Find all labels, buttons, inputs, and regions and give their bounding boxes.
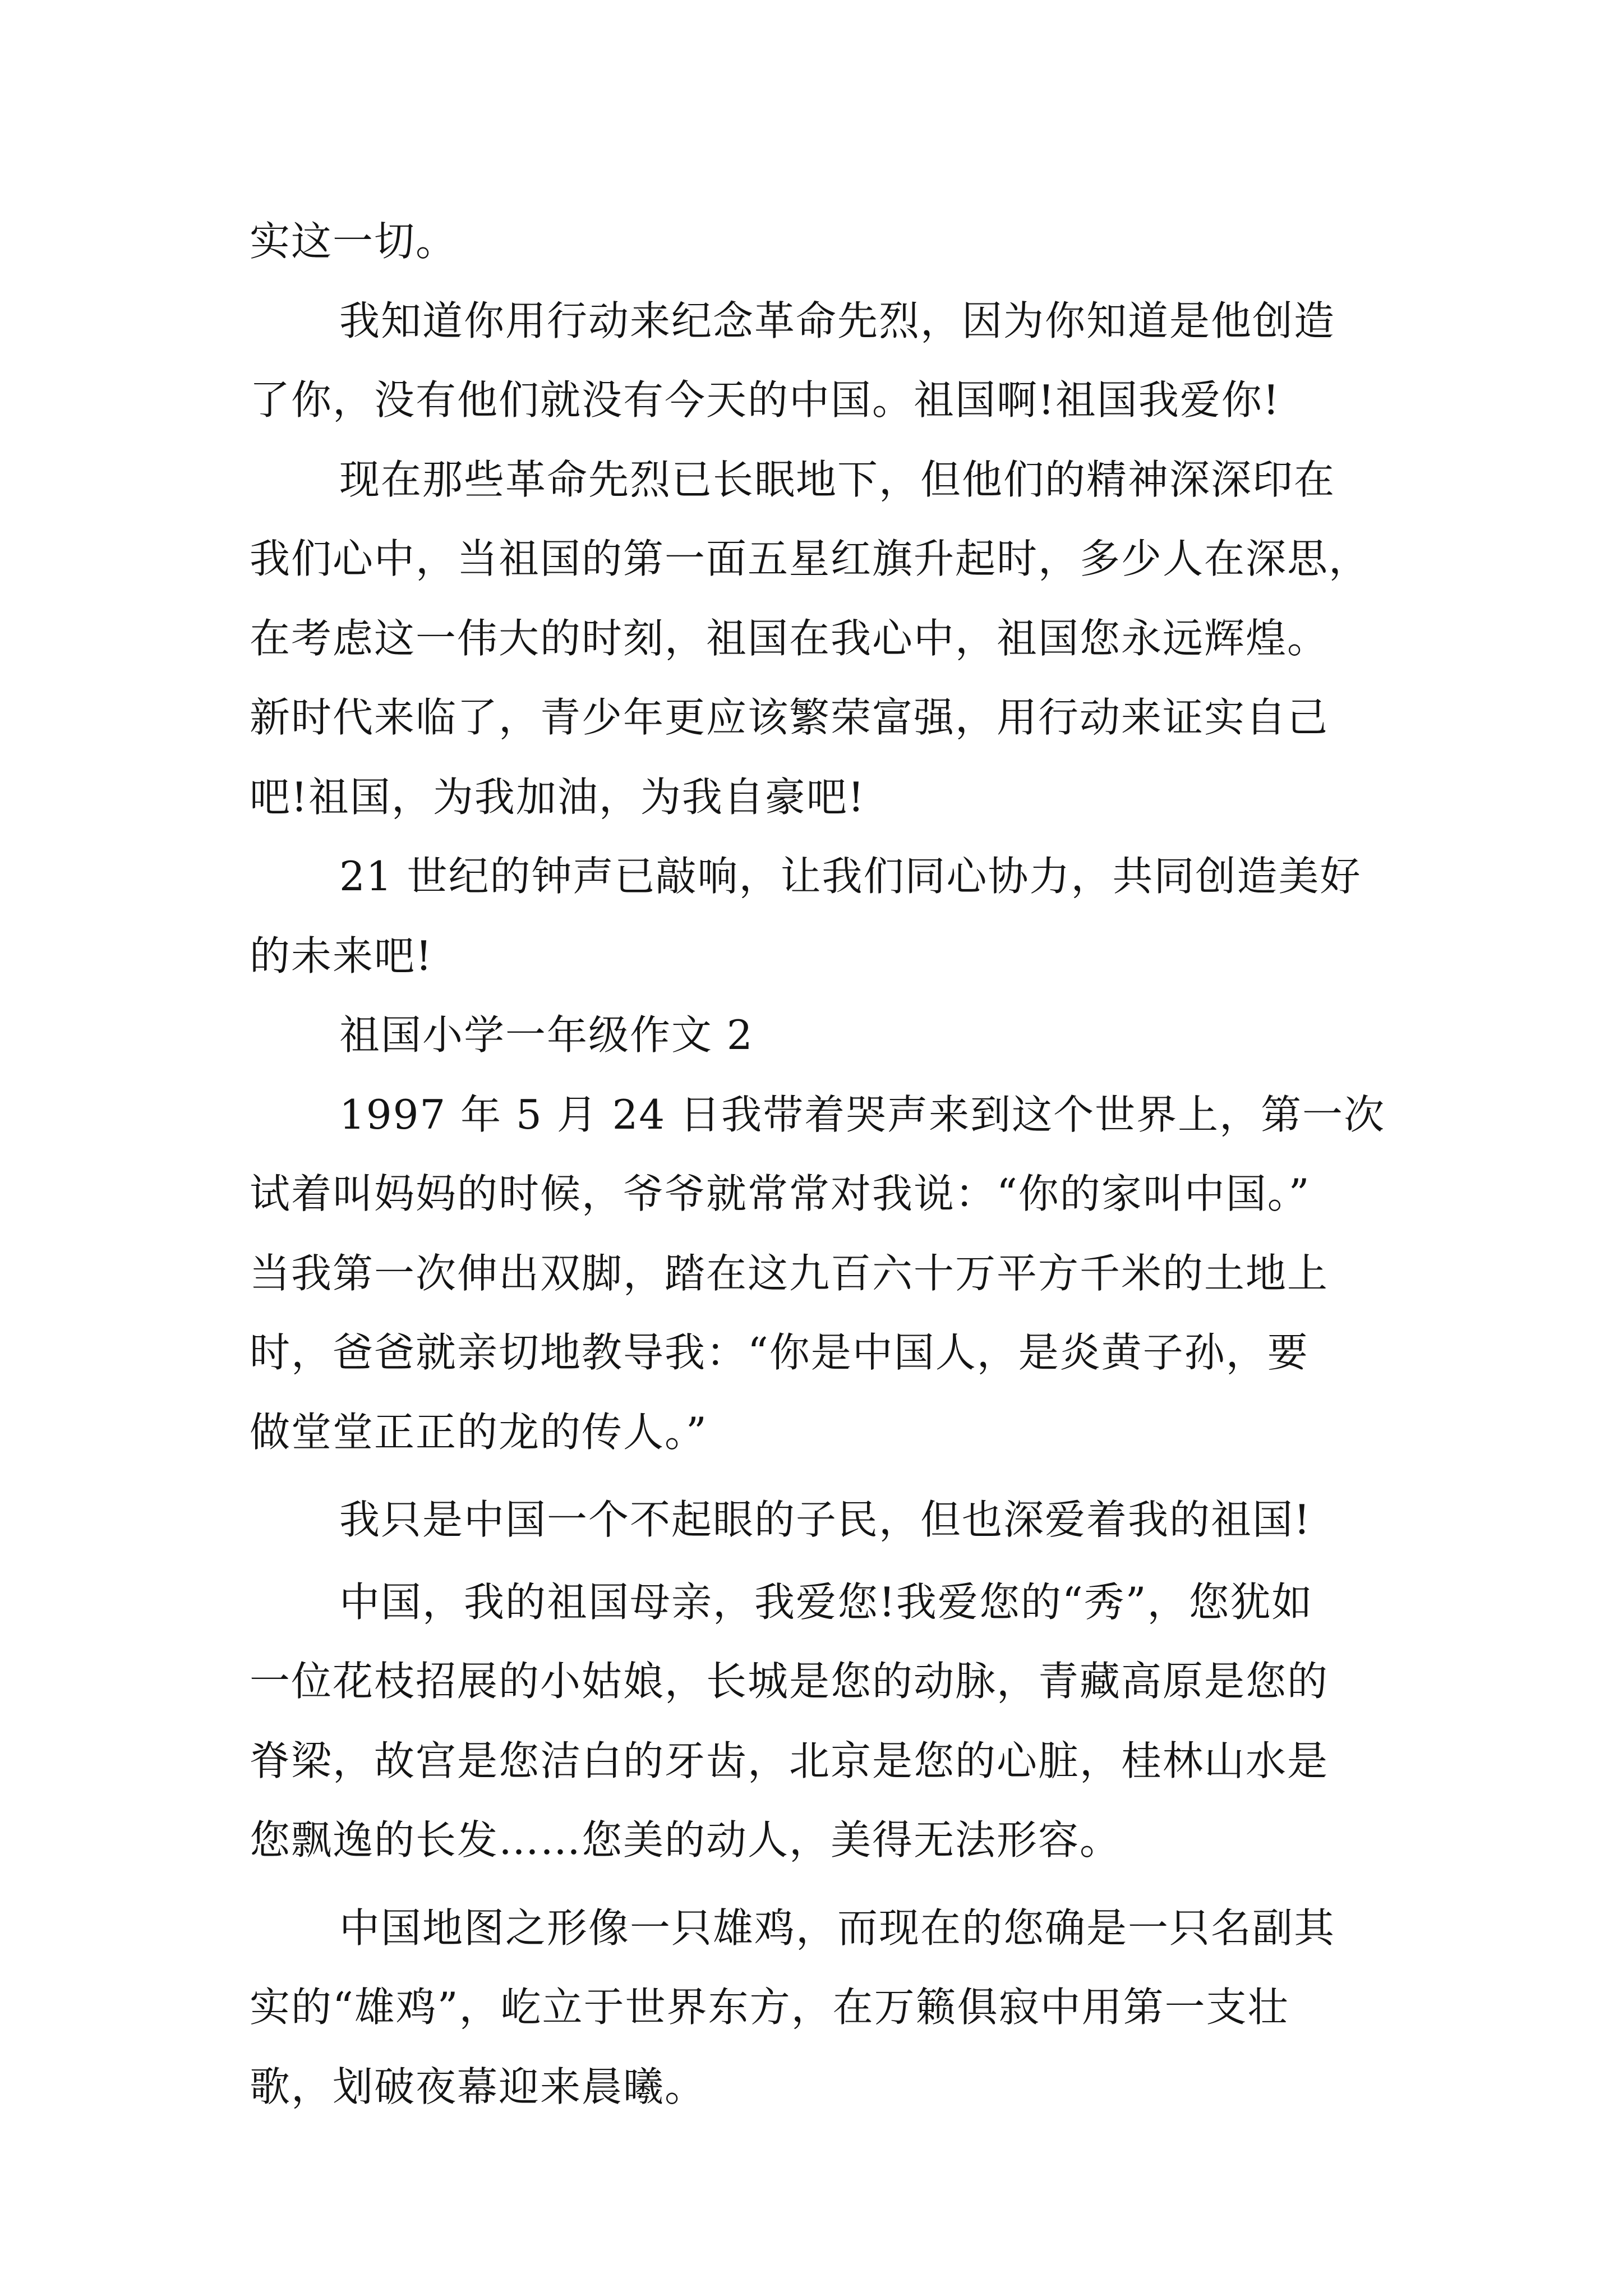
text-line: 新时代来临了，青少年更应该繁荣富强，用行动来证实自己 (250, 694, 1329, 741)
text-line: 我们心中，当祖国的第一面五星红旗升起时，多少人在深思， (250, 535, 1371, 582)
text-line: 时，爸爸就亲切地教导我：“你是中国人，是炎黄子孙，要 (250, 1329, 1309, 1376)
text-line: 当我第一次伸出双脚，踏在这九百六十万平方千米的土地上 (250, 1249, 1329, 1297)
text-line: 一位花枝招展的小姑娘，长城是您的动脉，青藏高原是您的 (250, 1658, 1329, 1705)
text-line: 在考虑这一伟大的时刻，祖国在我心中，祖国您永远辉煌。 (250, 614, 1329, 662)
text-line: 您飘逸的长发……您美的动人，美得无法形容。 (250, 1816, 1122, 1864)
text-line: 吧!祖国，为我加油，为我自豪吧! (250, 773, 865, 821)
text-line: 实这一切。 (250, 218, 458, 265)
section-heading: 祖国小学一年级作文 2 (339, 1011, 754, 1059)
text-line: 脊梁，故宫是您洁白的牙齿，北京是您的心脏，桂林山水是 (250, 1737, 1329, 1784)
text-line: 中国地图之形像一只雄鸡，而现在的您确是一只名副其 (339, 1904, 1336, 1952)
text-line: 我只是中国一个不起眼的子民，但也深爱着我的祖国! (339, 1496, 1311, 1543)
text-line: 1997 年 5 月 24 日我带着哭声来到这个世界上，第一次 (339, 1091, 1386, 1138)
text-line: 实的“雄鸡”，屹立于世界东方，在万籁俱寂中用第一支壮 (250, 1984, 1289, 2031)
text-line: 21 世纪的钟声已敲响，让我们同心协力，共同创造美好 (339, 853, 1362, 900)
text-line: 中国，我的祖国母亲，我爱您!我爱您的“秀”，您犹如 (339, 1578, 1313, 1626)
text-line: 了你，没有他们就没有今天的中国。祖国啊!祖国我爱你! (250, 376, 1280, 424)
text-line: 做堂堂正正的龙的传人。” (250, 1408, 708, 1456)
text-line: 我知道你用行动来纪念革命先烈，因为你知道是他创造 (339, 297, 1336, 344)
text-line: 的未来吧! (250, 932, 433, 979)
essay-body (250, 202, 1388, 2127)
text-line: 现在那些革命先烈已长眠地下，但他们的精神深深印在 (339, 455, 1336, 503)
text-line: 歌，划破夜幕迎来晨曦。 (250, 2063, 707, 2110)
text-line: 试着叫妈妈的时候，爷爷就常常对我说：“你的家叫中国。” (250, 1170, 1311, 1217)
